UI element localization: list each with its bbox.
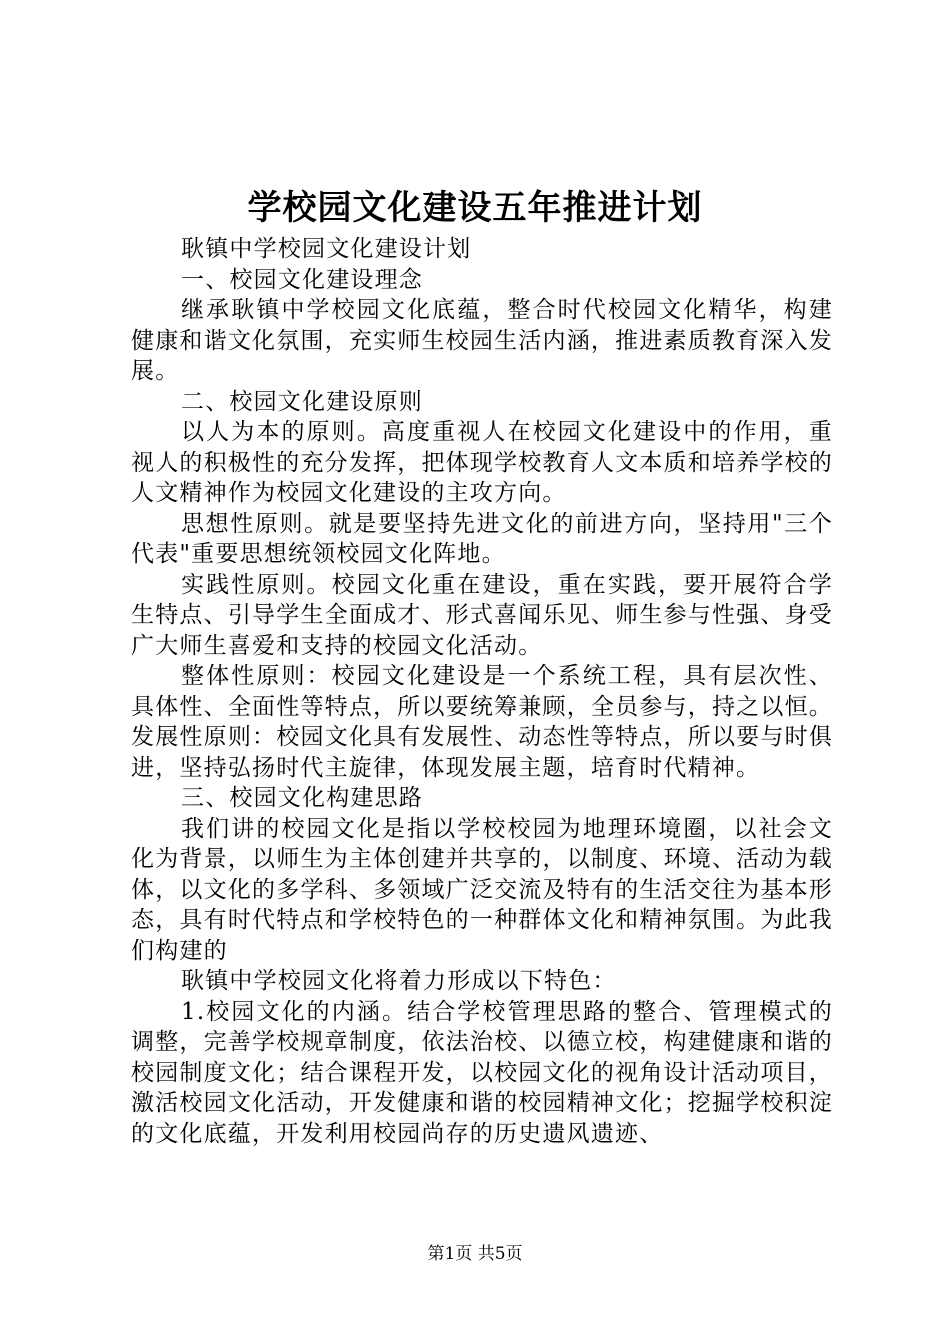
document-body [131,234,833,1149]
section-heading: 三、校园文化构建思路 [181,785,423,811]
page-footer: 第1页 共5页 [427,1244,523,1264]
document-title: 学校园文化建设五年推进计划 [247,188,703,228]
paragraph: 耿镇中学校园文化建设计划 [181,236,472,262]
section-heading: 二、校园文化建设原则 [181,388,423,415]
paragraph: 耿镇中学校园文化将着力形成以下特色： [181,968,617,994]
paragraph: 思想性原则。就是要坚持先进文化的前进方向，坚持用"三个代表"重要思想统领校园文化阵地。 [131,510,833,567]
paragraph: 我们讲的校园文化是指以学校校园为地理环境圈，以社会文化为背景，以师生为主体创建并共享的，以制度、环境、活动为载体，以文化的多学科、多领域广泛交流及特有的生活交往为基本形态，具有时代特点和学校特色的一种群体文化和精神氛围。为此我们构建的 [131,815,833,964]
section-heading: 一、校园文化建设理念 [181,266,423,293]
paragraph: 1.校园文化的内涵。结合学校管理思路的整合、管理模式的调整，完善学校规章制度，依法治校、以德立校，构建健康和谐的校园制度文化；结合课程开发，以校园文化的视角设计活动项目，激活校园文化活动，开发健康和谐的校园精神文化；挖掘学校积淀的文化底蕴，开发利用校园尚存的历史遗风遗迹、 [131,998,833,1147]
paragraph: 实践性原则。校园文化重在建设，重在实践，要开展符合学生特点、引导学生全面成才、形式喜闻乐见、师生参与性强、身受广大师生喜爱和支持的校园文化活动。 [131,571,833,659]
paragraph: 整体性原则：校园文化建设是一个系统工程，具有层次性、具体性、全面性等特点，所以要统筹兼顾，全员参与，持之以恒。发展性原则：校园文化具有发展性、动态性等特点，所以要与时俱进，坚持弘扬时代主旋律，体现发展主题，培育时代精神。 [131,663,833,781]
paragraph: 以人为本的原则。高度重视人在校园文化建设中的作用，重视人的积极性的充分发挥，把体现学校教育人文本质和培养学校的人文精神作为校园文化建设的主攻方向。 [131,419,833,506]
paragraph: 继承耿镇中学校园文化底蕴，整合时代校园文化精华，构建健康和谐文化氛围，充实师生校园生活内涵，推进素质教育深入发展。 [131,297,833,384]
